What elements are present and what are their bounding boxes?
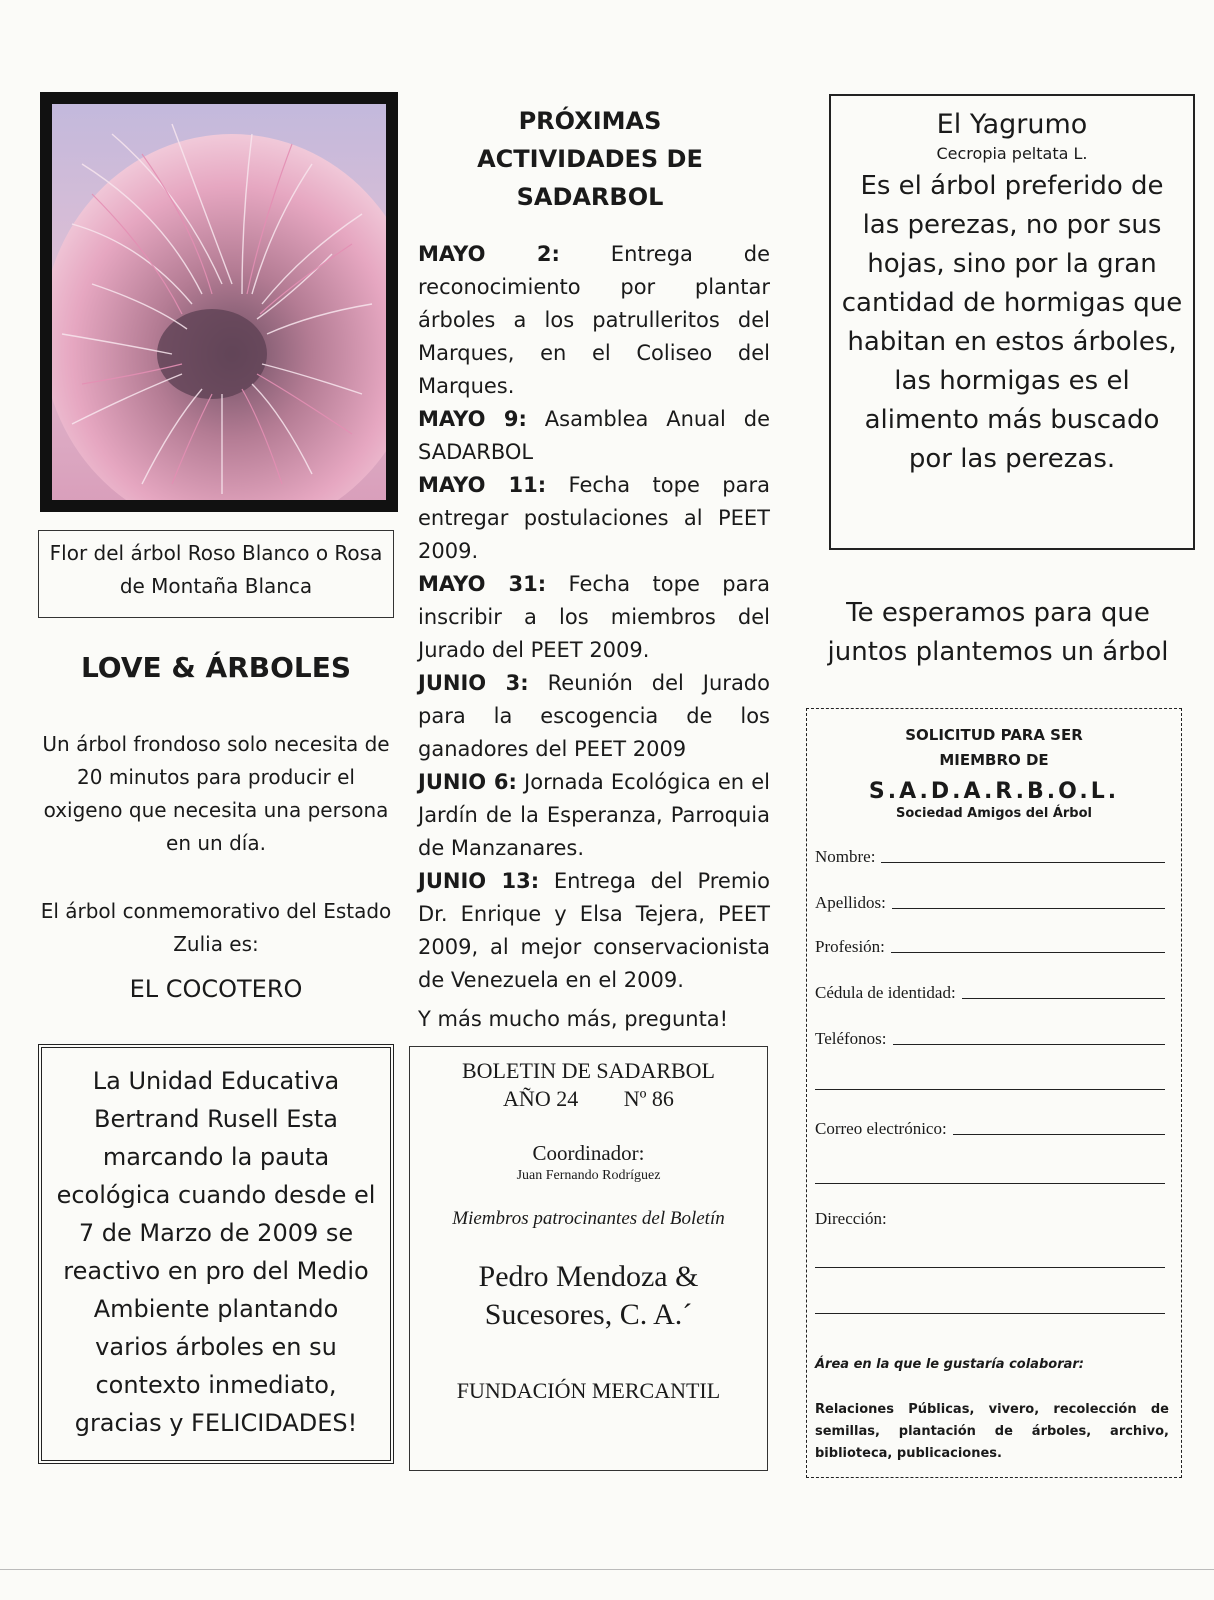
coordinator-label: Coordinador: <box>532 1141 645 1165</box>
phone-line[interactable] <box>893 1043 1165 1045</box>
profession-line[interactable] <box>891 951 1165 953</box>
profession-label: Profesión: <box>815 937 885 956</box>
name-field[interactable] <box>815 847 1165 867</box>
activity-date: MAYO 2: <box>418 242 560 266</box>
collaboration-area-options: Relaciones Públicas, vivero, recolección de semillas, plantación de árboles, archivo, biblioteca, publicaciones. <box>815 1402 1169 1461</box>
activities-title-line2: ACTIVIDADES DE <box>477 145 703 173</box>
activity-text: Asamblea Anual de SADARBOL <box>418 407 770 464</box>
activity-item <box>418 403 770 469</box>
phone-extra-line[interactable] <box>815 1089 1165 1090</box>
activities-list <box>418 238 770 997</box>
membership-form <box>806 708 1182 1478</box>
sponsor-name-line1: Pedro Mendoza & <box>478 1260 699 1293</box>
collaboration-area-question: Área en la que le gustaría colaborar: <box>815 1357 1084 1372</box>
bulletin-year-number <box>410 1085 767 1113</box>
email-field[interactable] <box>815 1119 1165 1139</box>
email-line[interactable] <box>953 1133 1165 1135</box>
activities-title <box>410 102 770 216</box>
activity-item <box>418 667 770 766</box>
sponsor-name <box>410 1258 767 1334</box>
activities-title-line3: SADARBOL <box>516 183 664 211</box>
bulletin-year: AÑO 24 <box>503 1086 579 1111</box>
flower-photo-frame <box>40 92 398 512</box>
name-label: Nombre: <box>815 847 876 866</box>
activity-date: JUNIO 3: <box>418 671 529 695</box>
activity-date: JUNIO 13: <box>418 869 540 893</box>
activity-item <box>418 766 770 865</box>
bulletin-box <box>409 1046 768 1471</box>
yagrumo-box <box>829 94 1195 550</box>
yagrumo-title: El Yagrumo <box>936 109 1088 140</box>
commemorative-tree-name: EL COCOTERO <box>129 975 303 1003</box>
activity-date: MAYO 31: <box>418 572 547 596</box>
commemorative-tree-text: El árbol conmemorativo del Estado Zulia es: <box>40 899 392 956</box>
foundation-name: FUNDACIÓN MERCANTIL <box>456 1378 721 1403</box>
phone-field[interactable] <box>815 1029 1165 1049</box>
address-field[interactable] <box>815 1209 1165 1229</box>
love-arboles-text: Un árbol frondoso solo necesita de 20 minutos para producir el oxigeno que necesita una persona en un día. <box>42 732 390 855</box>
sponsor-name-line2: Sucesores, C. A.´ <box>484 1298 693 1331</box>
profession-field[interactable] <box>815 937 1165 957</box>
activity-text: Reunión del Jurado para la escogencia de los ganadores del PEET 2009 <box>418 671 770 761</box>
id-label: Cédula de identidad: <box>815 983 956 1002</box>
form-acronym: S.A.D.A.R.B.O.L. <box>868 779 1120 804</box>
phone-label: Teléfonos: <box>815 1029 887 1048</box>
activity-text: Jornada Ecológica en el Jardín de la Esperanza, Parroquia de Manzanares. <box>418 770 770 860</box>
address-line-1[interactable] <box>815 1267 1165 1268</box>
activity-text: Fecha tope para entregar postulaciones al PEET 2009. <box>418 473 770 563</box>
activity-text: Fecha tope para inscribir a los miembros del Jurado del PEET 2009. <box>418 572 770 662</box>
coordinator-name: Juan Fernando Rodríguez <box>516 1168 661 1183</box>
id-field[interactable] <box>815 983 1165 1003</box>
id-line[interactable] <box>962 997 1165 999</box>
form-title-line2: MIEMBRO DE <box>939 751 1049 769</box>
surname-label: Apellidos: <box>815 893 886 912</box>
school-notice-text: La Unidad Educativa Bertrand Rusell Esta marcando la pauta ecológica cuando desde el 7 de Marzo de 2009 se reactivo en pro del Medio Ambiente plantando varios árboles en su contexto inmediato, gracias y FELICIDADES! <box>56 1067 376 1437</box>
activity-text: Entrega de reconocimiento por plantar árboles a los patrulleritos del Marques, en el Coliseo del Marques. <box>418 242 770 398</box>
email-label: Correo electrónico: <box>815 1119 947 1138</box>
school-notice-box <box>38 1044 394 1464</box>
email-extra-line[interactable] <box>815 1183 1165 1184</box>
activities-footer: Y más mucho más, pregunta! <box>418 1007 729 1031</box>
activity-date: MAYO 11: <box>418 473 547 497</box>
address-line-2[interactable] <box>815 1313 1165 1314</box>
bulletin-number: Nº 86 <box>623 1086 674 1111</box>
form-title-line1: SOLICITUD PARA SER <box>905 726 1083 744</box>
bulletin-title: BOLETIN DE SADARBOL <box>462 1058 715 1083</box>
sponsor-members-label: Miembros patrocinantes del Boletín <box>452 1208 725 1229</box>
activity-date: MAYO 9: <box>418 407 527 431</box>
activity-item <box>418 469 770 568</box>
surname-line[interactable] <box>892 907 1165 909</box>
form-title <box>807 723 1181 773</box>
activity-item <box>418 568 770 667</box>
love-arboles-title: LOVE & ÁRBOLES <box>80 651 352 684</box>
activity-text: Entrega del Premio Dr. Enrique y Elsa Tejera, PEET 2009, al mejor conservacionista de Venezuela en el 2009. <box>418 869 770 992</box>
activity-item <box>418 238 770 403</box>
flower-photo <box>52 104 386 500</box>
yagrumo-scientific-name: Cecropia peltata L. <box>936 144 1088 163</box>
invitation-text: Te esperamos para que juntos plantemos un árbol <box>827 598 1169 667</box>
yagrumo-text: Es el árbol preferido de las perezas, no por sus hojas, sino por la gran cantidad de hormigas que habitan en estos árboles, las hormigas es el alimento más buscado por las perezas. <box>841 171 1183 474</box>
activities-title-line1: PRÓXIMAS <box>518 107 662 135</box>
activity-item <box>418 865 770 997</box>
form-society-name: Sociedad Amigos del Árbol <box>895 806 1092 821</box>
page-bottom-rule <box>0 1569 1214 1570</box>
surname-field[interactable] <box>815 893 1165 913</box>
name-line[interactable] <box>881 861 1165 863</box>
photo-caption: Flor del árbol Roso Blanco o Rosa de Montaña Blanca <box>38 530 394 618</box>
activity-date: JUNIO 6: <box>418 770 517 794</box>
address-label: Dirección: <box>815 1209 887 1228</box>
